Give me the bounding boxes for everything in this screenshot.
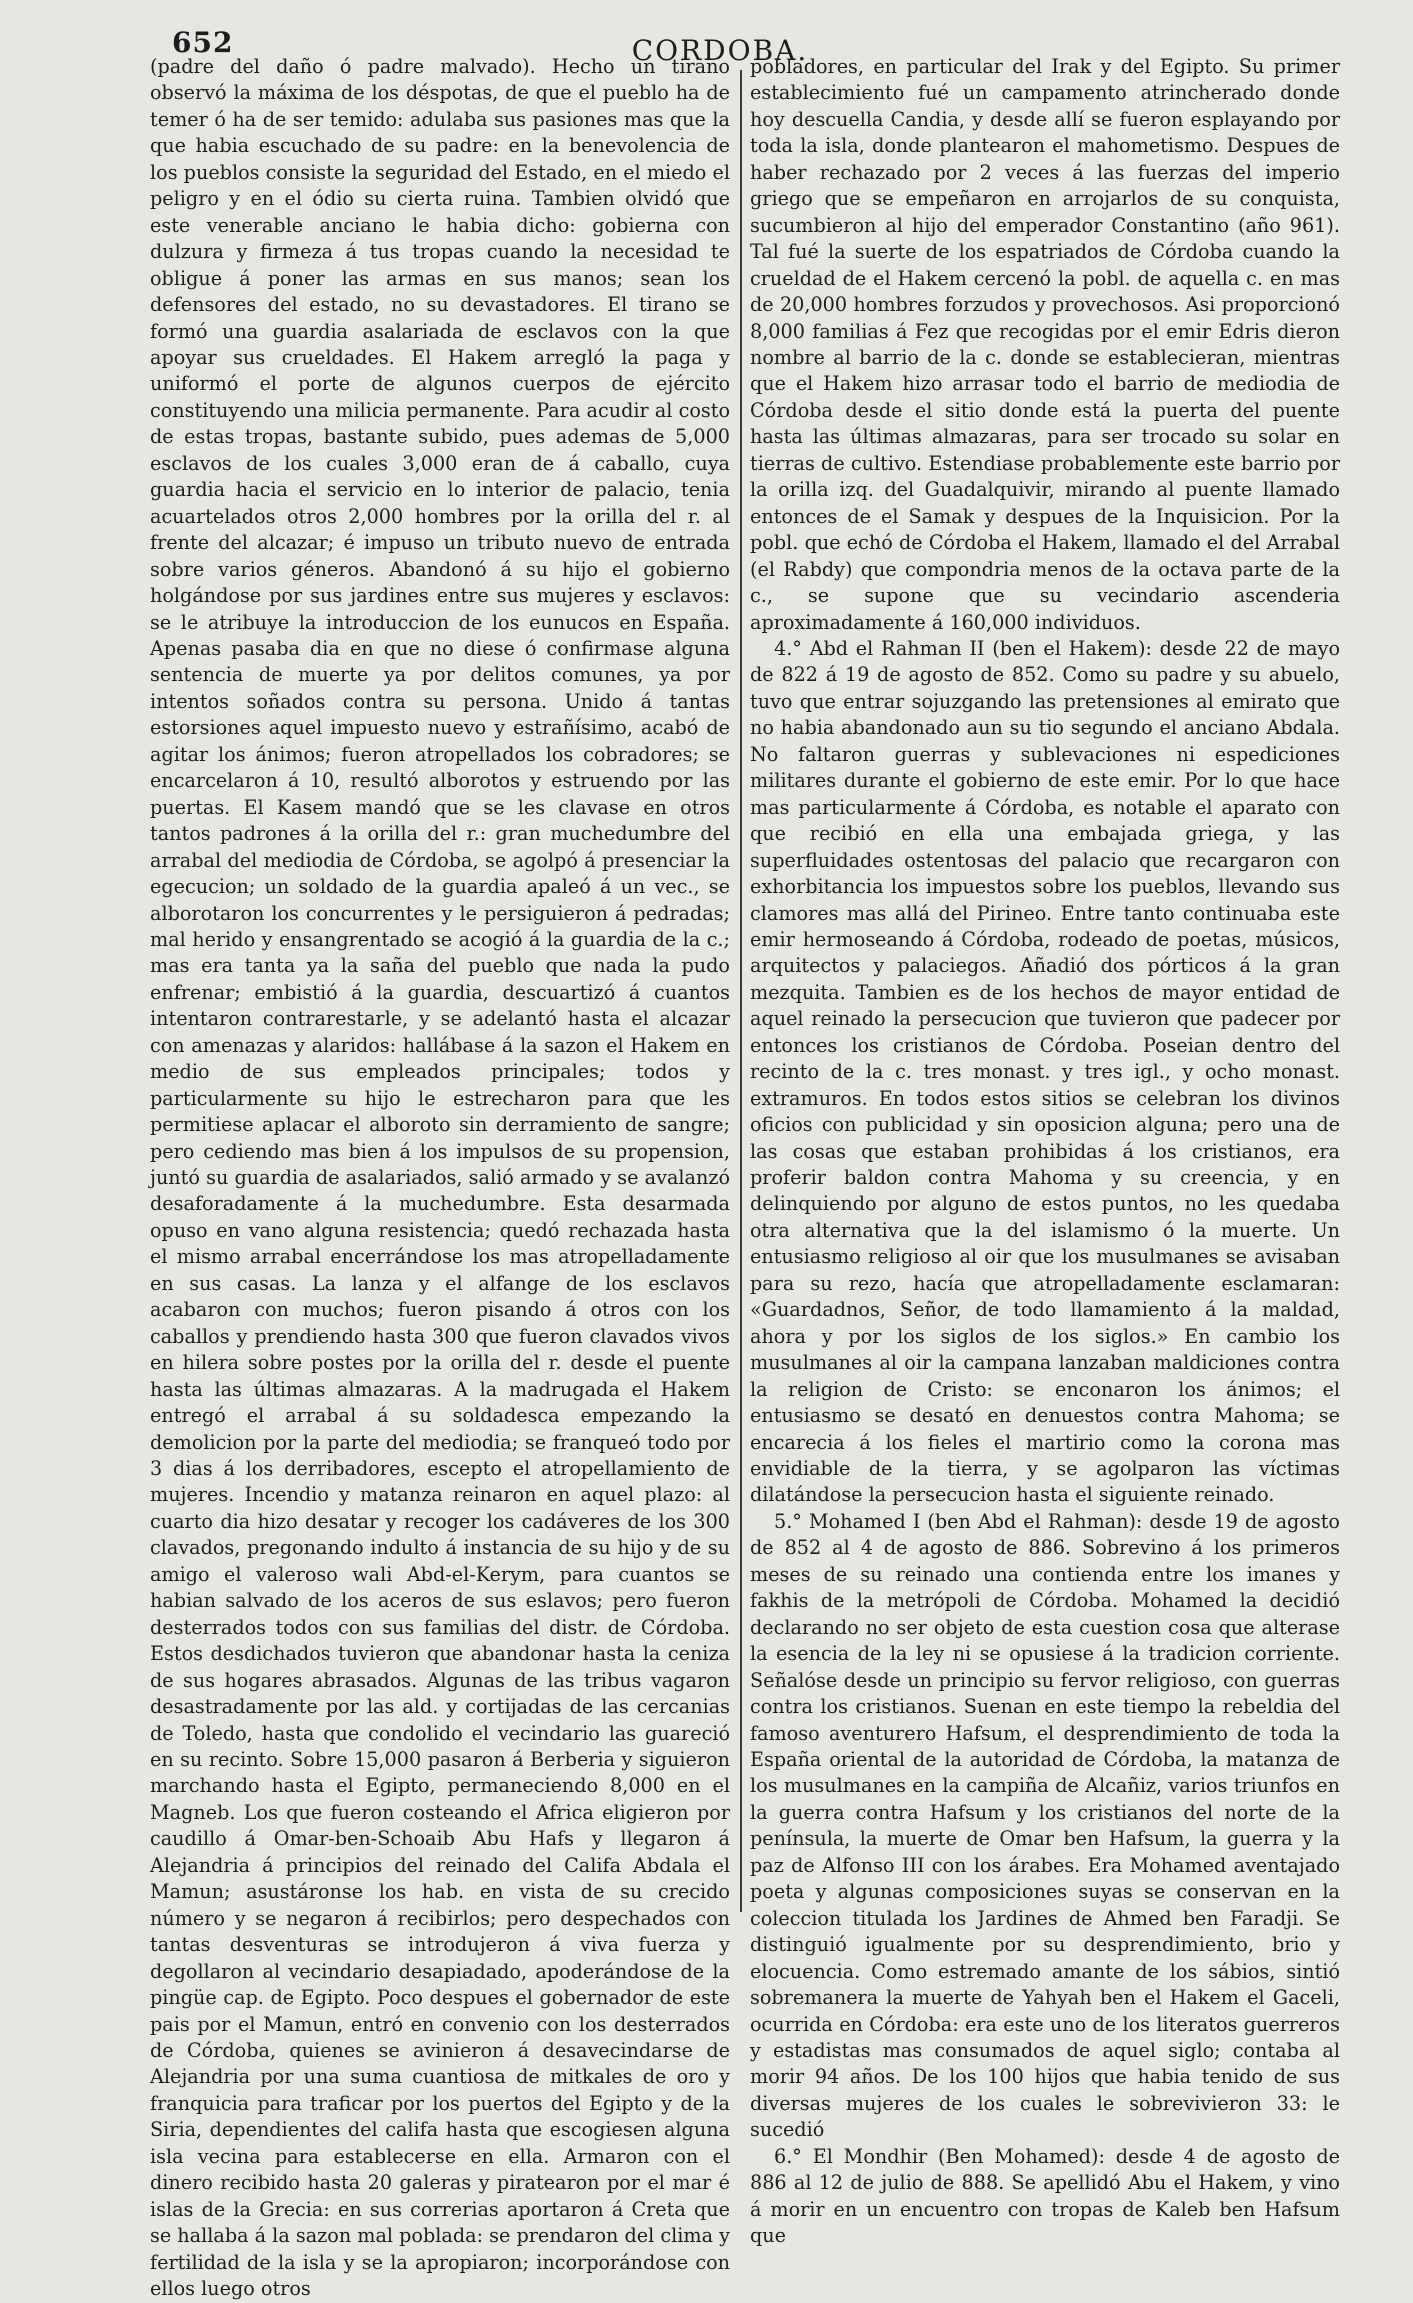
right-paragraph-mohamed-i: 5.° Mohamed I (ben Abd el Rahman): desde 19 de agosto de 852 al 4 de agosto de 886. Sobrevino á los primeros meses de su reinado una contienda entre los imanes y fakhis de la metrópoli de Córdoba. Mohamed la decidió declarando no ser objeto de esta cuestion cosa que alterase la esencia de la ley ni se opusiese á la tradicion corriente. Señalóse desde un principio su fervor religioso, con guerras contra los cristianos. Suenan en este tiempo la rebeldia del famoso aventurero Hafsum, el desprendimiento de toda la España oriental de la autoridad de Córdoba, la matanza de los musulmanes en la campiña de Alcañiz, varios triunfos en la guerra contra Hafsum y los cristianos del norte de la península, la muerte de Omar ben Hafsum, la guerra y la paz de Alfonso III con los árabes. Era Mohamed aventajado poeta y algunas composiciones suyas se conservan en la coleccion titulada los Jardines de Ahmed ben Faradji. Se distinguió igualmente por su desprendimiento, brio y elocuencia. Como estremado amante de los sábios, sintió sobremanera la muerte de Yahyah ben el Hakem el Gaceli, ocurrida en Córdoba: era este uno de los literatos guerreros y estadistas mas consumados de aquel siglo; contaba al morir 94 años. De los 100 hijos que habia tenido de sus diversas mujeres de los cuales le sobrevivieron 33: le sucedió xyxy=(750,1509,1340,2142)
left-paragraph-1: (padre del daño ó padre malvado). Hecho un tirano observó la máxima de los déspotas, de que el pueblo ha de temer ó ha de ser temido: adulaba sus pasiones mas que la que habia escuchado de su padre: en la benevolencia de los pueblos consiste la seguridad del Estado, en el miedo el peligro y en el ódio su cierta ruina. Tambien olvidó que este venerable anciano le habia dicho: gobierna con dulzura y firmeza á tus tropas cuando la necesidad te obligue á poner las armas en sus manos; sean los defensores del estado, no su devastadores. El tirano se formó una guardia asalariada de esclavos con la que apoyar sus crueldades. El Hakem arregló la paga y uniformó el porte de algunos cuerpos de ejército constituyendo una milicia permanente. Para acudir al costo de estas tropas, bastante subido, pues ademas de 5,000 esclavos de los cuales 3,000 eran de á caballo, cuya guardia hacia el servicio en lo interior de palacio, tenia acuartelados otros 2,000 hombres por la orilla del r. al frente del alcazar; é impuso un tributo nuevo de entrada sobre varios géneros. Abandonó á su hijo el gobierno holgándose por sus jardines entre sus mujeres y esclavos: se le atribuye la introduccion de los eunucos en España. Apenas pasaba dia en que no diese ó confirmase alguna sentencia de muerte ya por delitos comunes, ya por intentos soñados contra su persona. Unido á tantas estorsiones aquel impuesto nuevo y estrañísimo, acabó de agitar los ánimos; fueron atropellados los cobradores; se encarcelaron á 10, resultó alborotos y estruendo por las puertas. El Kasem mandó que se les clavase en otros tantos padrones á la orilla del r.: gran muchedumbre del arrabal del mediodia de Córdoba, se agolpó á presenciar la egecucion; un soldado de la guardia apaleó á un vec., se alborotaron los concurrentes y le persiguieron á pedradas; mal herido y ensangrentado se acogió á la guardia de la c.; mas era tanta ya la saña del pueblo que nada la pudo enfrenar; embistió á la guardia, descuartizó á cuantos intentaron contrarestarle, y se adelantó hasta el alcazar con amenazas y alaridos: hallábase á la sazon el Hakem en medio de sus empleados principales; todos y particularmente su hijo le estrecharon para que les permitiese aplacar el alboroto sin derramiento de sangre; pero cediendo mas bien á los impulsos de su propension, juntó su guardia de asalariados, salió armado y se avalanzó desaforadamente á la muchedumbre. Esta desarmada opuso en vano alguna resistencia; quedó rechazada hasta el mismo arrabal encerrándose los mas atropelladamente en sus casas. La lanza y el alfange de los esclavos acabaron con muchos; fueron pisando á otros con los caballos y prendiendo hasta 300 que fueron clavados vivos en hilera sobre postes por la orilla del r. desde el puente hasta las últimas almazaras. A la madrugada el Hakem entregó el arrabal á su soldadesca empezando la demolicion por la parte del mediodia; se franqueó todo por 3 dias á los derribadores, escepto el atropellamiento de mujeres. Incendio y matanza reinaron en aquel plazo: al cuarto dia hizo desatar y recoger los cadáveres de los 300 clavados, pregonando indulto á instancia de su hijo y de su amigo el valeroso wali Abd-el-Kerym, para cuantos se habian salvado de los aceros de sus eslavos; pero fueron desterrados todos con sus familias del distr. de Córdoba. Estos desdichados tuvieron que abandonar hasta la ceniza de sus hogares abrasados. Algunas de las tribus vagaron desastradamente por las ald. y cortijadas de las cercanias de Toledo, hasta que condolido el vecindario las guareció en su recinto. Sobre 15,000 pasaron á Berberia y siguieron marchando hasta el Egipto, permaneciendo 8,000 en el Magneb. Los que fueron costeando el Africa eligieron por caudillo á Omar-ben-Schoaib Abu Hafs y llegaron á Alejandria á principios del reinado del Califa Abdala el Mamun; asustáronse los hab. en vista de su crecido número y se negaron á recibirlos; pero despechados con tantas desventuras se introdujeron á viva fuerza y degollaron al vecindario desapiadado, apoderándose de la pingüe cap. de Egipto. Poco despues el gobernador de este pais por el Mamun, entró en convenio con los desterrados de Córdoba, quienes se avinieron á desavecindarse de Alejandria por una suma cuantiosa de mitkales de oro y franquicia para traficar por los puertos del Egipto y de la Siria, dependientes del califa hasta que escogiesen alguna isla vecina para establecerse en ella. Armaron con el dinero recibido hasta 20 galeras y piratearon por el mar é islas de la Grecia: en sus correrias aportaron á Creta que se hallaba á la sazon mal poblada: se prendaron del clima y fertilidad de la isla y se la apropiaron; incorporándose con ellos luego otros xyxy=(150,55,730,2301)
page-title: CORDOBA. xyxy=(631,34,809,67)
right-paragraph-1: pobladores, en particular del Irak y del Egipto. Su primer establecimiento fué un campamento atrincherado donde hoy descuella Candia, y desde allí se fueron esplayando por toda la isla, donde plantearon el mahometismo. Despues de haber rechazado por 2 veces á las fuerzas del imperio griego que se empeñaron en arrojarlos de su conquista, sucumbieron al hijo del emperador Constantino (año 961). Tal fué la suerte de los espatriados de Córdoba cuando la crueldad de el Hakem cercenó la pobl. de aquella c. en mas de 20,000 hombres forzudos y provechosos. Asi proporcionó 8,000 familias á Fez que recogidas por el emir Edris dieron nombre al barrio de la c. donde se establecieran, mientras que el Hakem hizo arrasar todo el barrio de mediodia de Córdoba desde el sitio donde está la puerta del puente hasta las últimas almazaras, para ser trocado su solar en tierras de cultivo. Estendiase probablemente este barrio por la orilla izq. del Guadalquivir, mirando al puente llamado entonces de el Samak y despues de la Inquisicion. Por la pobl. que echó de Córdoba el Hakem, llamado el del Arrabal (el Rabdy) que compondria menos de la octava parte de la c., se supone que su vecindario ascenderia aproximadamente á 160,000 individuos. xyxy=(750,55,1340,634)
page-number: 652 xyxy=(172,26,234,59)
left-column xyxy=(150,54,730,2301)
right-column xyxy=(750,54,1340,2248)
column-divider xyxy=(740,70,742,1912)
right-paragraph-abd-el-rahman-ii: 4.° Abd el Rahman II (ben el Hakem): desde 22 de mayo de 822 á 19 de agosto de 852. Como su padre y su abuelo, tuvo que entrar sojuzgando las pretensiones al emirato que no habia abandonado aun su tio segundo el anciano Abdala. No faltaron guerras y sublevaciones ni espediciones militares durante el gobierno de este emir. Por lo que hace mas particularmente á Córdoba, es notable el aparato con que recibió en ella una embajada griega, y las superfluidades ostentosas del palacio que recargaron con exhorbitancia los impuestos sobre los pueblos, llevando sus clamores mas allá del Pirineo. Entre tanto continuaba este emir hermoseando á Córdoba, rodeado de poetas, músicos, arquitectos y palaciegos. Añadió dos pórticos á la gran mezquita. Tambien es de los hechos de mayor entidad de aquel reinado la persecucion que tuvieron que padecer por entonces los cristianos de Córdoba. Poseian dentro del recinto de la c. tres monast. y tres igl., y ocho monast. extramuros. En todos estos sitios se celebran los divinos oficios con publicidad y sin oposicion alguna; pero una de las cosas que estaban prohibidas á los cristianos, era proferir baldon contra Mahoma y su creencia, y en delinquiendo por alguno de estos puntos, no les quedaba otra alternativa que la del islamismo ó la muerte. Un entusiasmo religioso al oir que los musulmanes se avisaban para su rezo, hacía que atropelladamente esclamaran: «Guardadnos, Señor, de todo llamamiento á la maldad, ahora y por los siglos de los siglos.» En cambio los musulmanes al oir la campana lanzaban maldiciones contra la religion de Cristo: se enconaron los ánimos; el entusiasmo se desató en denuestos contra Mahoma; se encarecia á los fieles el martirio como la corona mas envidiable de la tierra, y se agolparon las víctimas dilatándose la persecucion hasta el siguiente reinado. xyxy=(750,636,1340,1507)
right-paragraph-el-mondhir: 6.° El Mondhir (Ben Mohamed): desde 4 de agosto de 886 al 12 de julio de 888. Se apellidó Abu el Hakem, y vino á morir en un encuentro con tropas de Kaleb ben Hafsum que xyxy=(750,2144,1340,2248)
